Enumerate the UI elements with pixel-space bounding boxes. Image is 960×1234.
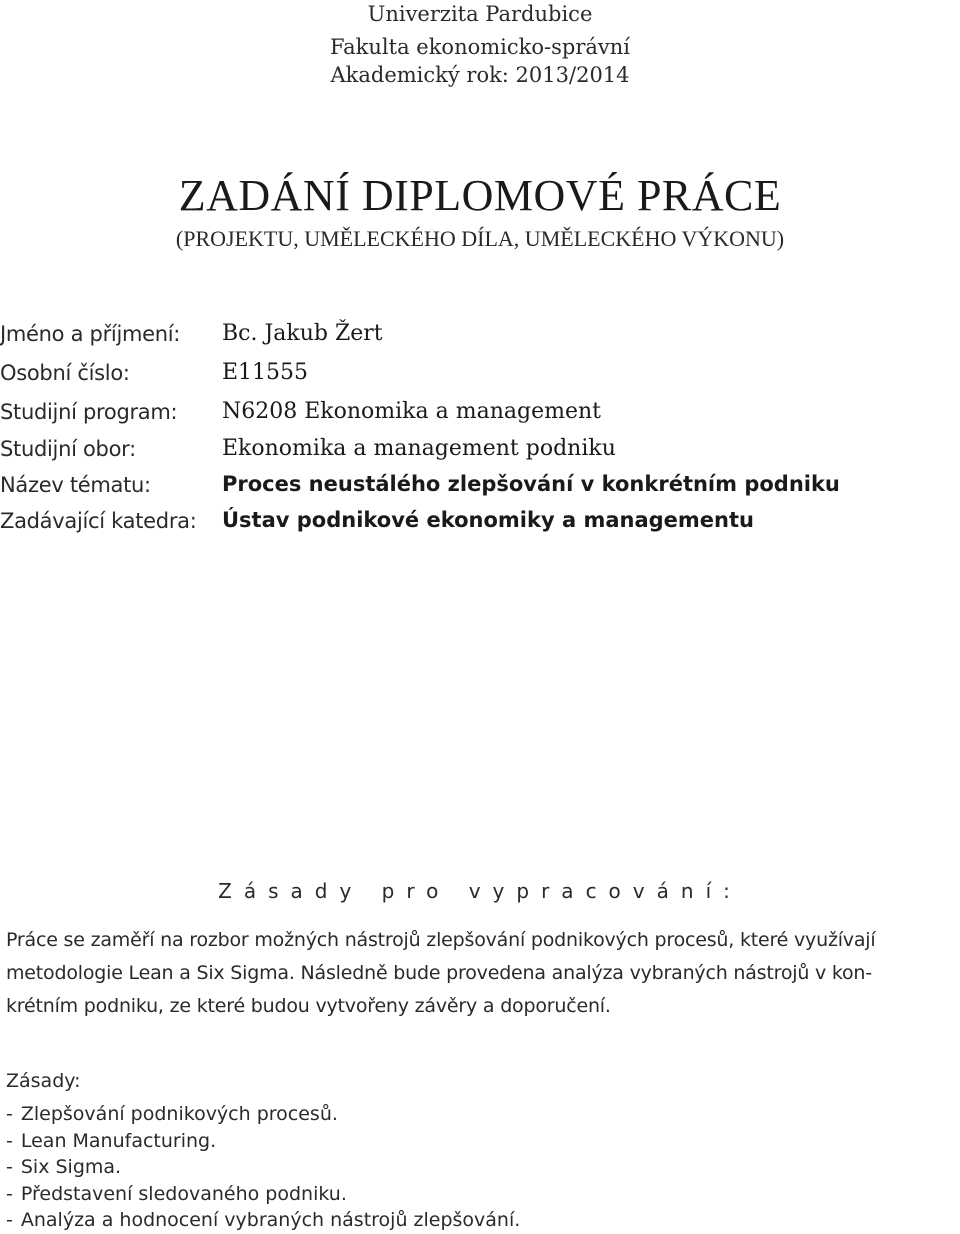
list-item xyxy=(6,1154,520,1181)
paragraph-line: krétním podniku, ze které budou vytvořeny závěry a doporučení. xyxy=(6,995,611,1017)
list-item-text: Six Sigma. xyxy=(20,1156,122,1178)
field-personal-number xyxy=(0,361,960,397)
field-label: Studijní obor: xyxy=(0,437,136,461)
list-dash: - xyxy=(6,1182,13,1205)
list-dash: - xyxy=(6,1156,13,1178)
list-dash: - xyxy=(6,1129,13,1152)
field-label: Jméno a příjmení: xyxy=(0,322,181,346)
list-item-text: Představení sledovaného podniku. xyxy=(20,1182,347,1205)
list-item xyxy=(6,1128,520,1155)
academic-year: Akademický rok: 2013/2014 xyxy=(330,63,630,87)
university-name: Univerzita Pardubice xyxy=(367,2,593,26)
list-dash: - xyxy=(6,1209,13,1231)
document-subtitle: (PROJEKTU, UMĚLECKÉHO DÍLA, UMĚLECKÉHO VÝKONU) xyxy=(175,226,785,251)
field-study-program xyxy=(0,400,960,436)
field-value: Proces neustálého zlepšování v konkrétním podniku xyxy=(222,472,840,496)
paragraph-line: Práce se zaměří na rozbor možných nástrojů zlepšování podnikových procesů, které využívají xyxy=(6,929,876,951)
list-dash: - xyxy=(6,1103,13,1125)
faculty-name: Fakulta ekonomicko-správní xyxy=(330,35,630,59)
list-item xyxy=(6,1181,520,1208)
field-label: Osobní číslo: xyxy=(0,361,130,385)
principles-title: Zásady: xyxy=(6,1070,81,1092)
list-item xyxy=(6,1207,520,1234)
field-name xyxy=(0,322,960,358)
list-item xyxy=(6,1101,520,1128)
guidelines-heading: Zásady pro vypracování: xyxy=(218,879,742,903)
list-item-text: Zlepšování podnikových procesů. xyxy=(20,1103,338,1125)
guidelines-paragraph xyxy=(6,924,956,1023)
list-item-text: Analýza a hodnocení vybraných nástrojů zlepšování. xyxy=(20,1209,521,1231)
field-value: Ústav podnikové ekonomiky a managementu xyxy=(222,508,754,532)
field-value: E11555 xyxy=(222,360,309,385)
principles-list xyxy=(6,1101,520,1234)
field-study-branch xyxy=(0,437,960,473)
list-item-text: Lean Manufacturing. xyxy=(20,1129,217,1152)
field-label: Studijní program: xyxy=(0,400,178,424)
document-title: ZADÁNÍ DIPLOMOVÉ PRÁCE xyxy=(178,171,782,220)
field-department xyxy=(0,509,960,545)
field-label: Název tématu: xyxy=(0,473,151,497)
paragraph-line: metodologie Lean a Six Sigma. Následně bude provedena analýza vybraných nástrojů v kon- xyxy=(6,962,872,984)
field-topic xyxy=(0,473,960,509)
field-label: Zadávající katedra: xyxy=(0,509,197,533)
field-value: Bc. Jakub Žert xyxy=(222,321,383,346)
field-value: Ekonomika a management podniku xyxy=(222,436,616,461)
field-value: N6208 Ekonomika a management xyxy=(222,399,601,424)
